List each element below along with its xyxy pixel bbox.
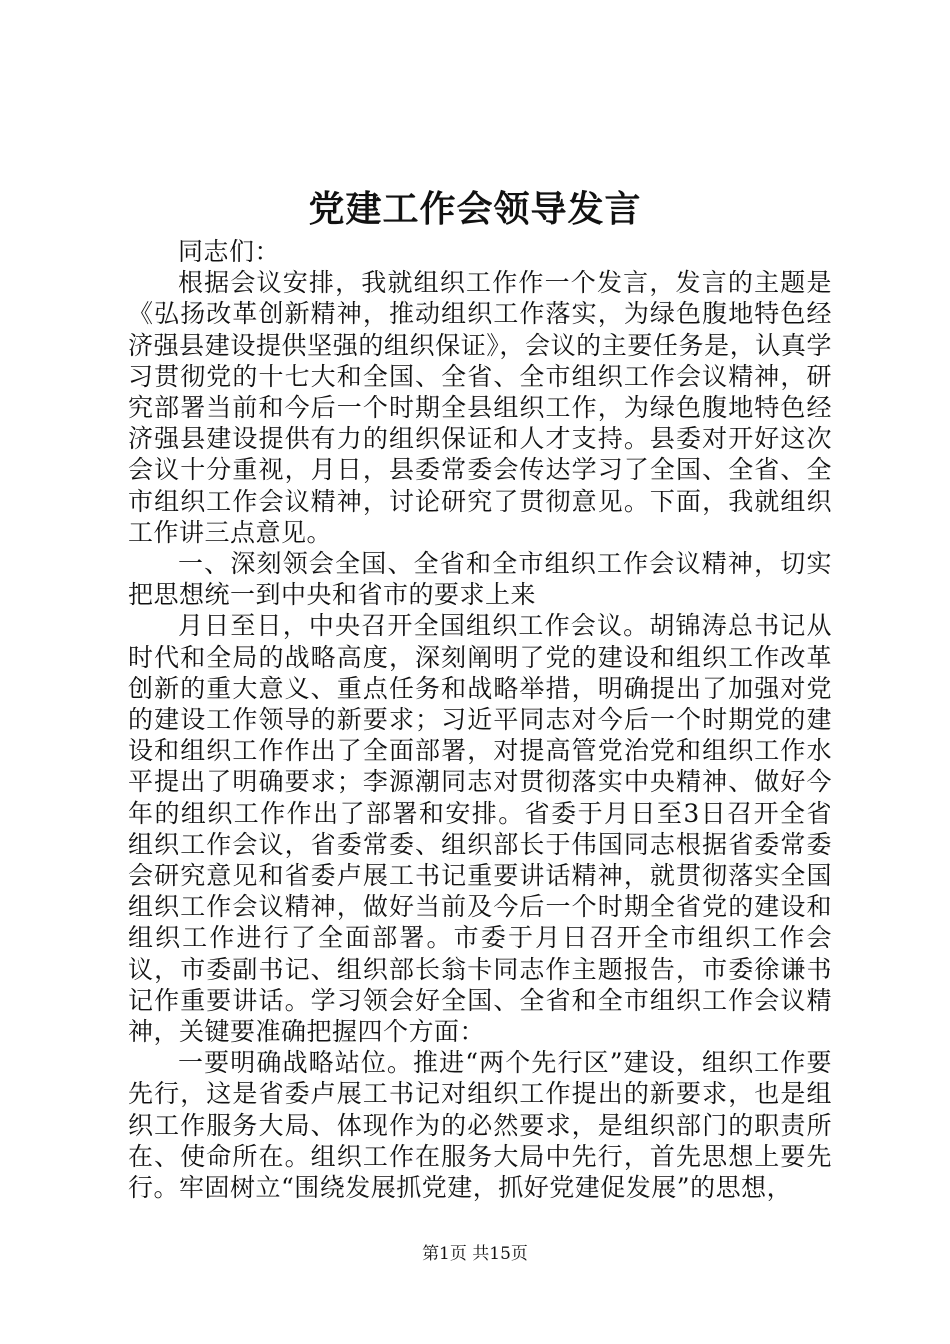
body-paragraph: 一要明确战略站位。推进“两个先行区”建设，组织工作要先行，这是省委卢展工书记对组织工作提出的新要求，也是组织工作服务大局、体现作为的必然要求，是组织部门的职责所在、使命所在。组织工作在服务大局中先行，首先思想上要先行。牢固树立“围绕发展抓党建，抓好党建促发展”的思想， xyxy=(128,1048,832,1203)
page-number-footer: 第1页 共15页 xyxy=(422,1244,528,1264)
document-title: 党建工作会领导发言 xyxy=(308,188,642,230)
body-paragraph: 月日至日，中央召开全国组织工作会议。胡锦涛总书记从时代和全局的战略高度，深刻阐明了党的建设和组织工作改革创新的重大意义、重点任务和战略举措，明确提出了加强对党的建设工作领导的新要求；习近平同志对今后一个时期党的建设和组织工作作出了全面部署，对提高管党治党和组织工作水平提出了明确要求；李源潮同志对贯彻落实中央精神、做好今年的组织工作作出了部署和安排。省委于月日至3日召开全省组织工作会议，省委常委、组织部长于伟国同志根据省委常委会研究意见和省委卢展工书记重要讲话精神，就贯彻落实全国组织工作会议精神，做好当前及今后一个时期全省党的建设和组织工作进行了全面部署。市委于月日召开全市组织工作会议，市委副书记、组织部长翁卡同志作主题报告，市委徐谦书记作重要讲话。学习领会好全国、全省和全市组织工作会议精神，关键要准确把握四个方面： xyxy=(128,611,832,1047)
intro-paragraph: 根据会议安排，我就组织工作作一个发言，发言的主题是《弘扬改革创新精神，推动组织工作落实，为绿色腹地特色经济强县建设提供坚强的组织保证》，会议的主要任务是，认真学习贯彻党的十七大和全国、全省、全市组织工作会议精神，研究部署当前和今后一个时期全县组织工作，为绿色腹地特色经济强县建设提供有力的组织保证和人才支持。县委对开好这次会议十分重视，月日，县委常委会传达学习了全国、全省、全市组织工作会议精神，讨论研究了贯彻意见。下面，我就组织工作讲三点意见。 xyxy=(128,268,832,547)
section-heading-1: 一、深刻领会全国、全省和全市组织工作会议精神，切实把思想统一到中央和省市的要求上来 xyxy=(128,549,832,610)
document-body xyxy=(128,236,832,1203)
salutation-paragraph: 同志们： xyxy=(178,237,281,266)
